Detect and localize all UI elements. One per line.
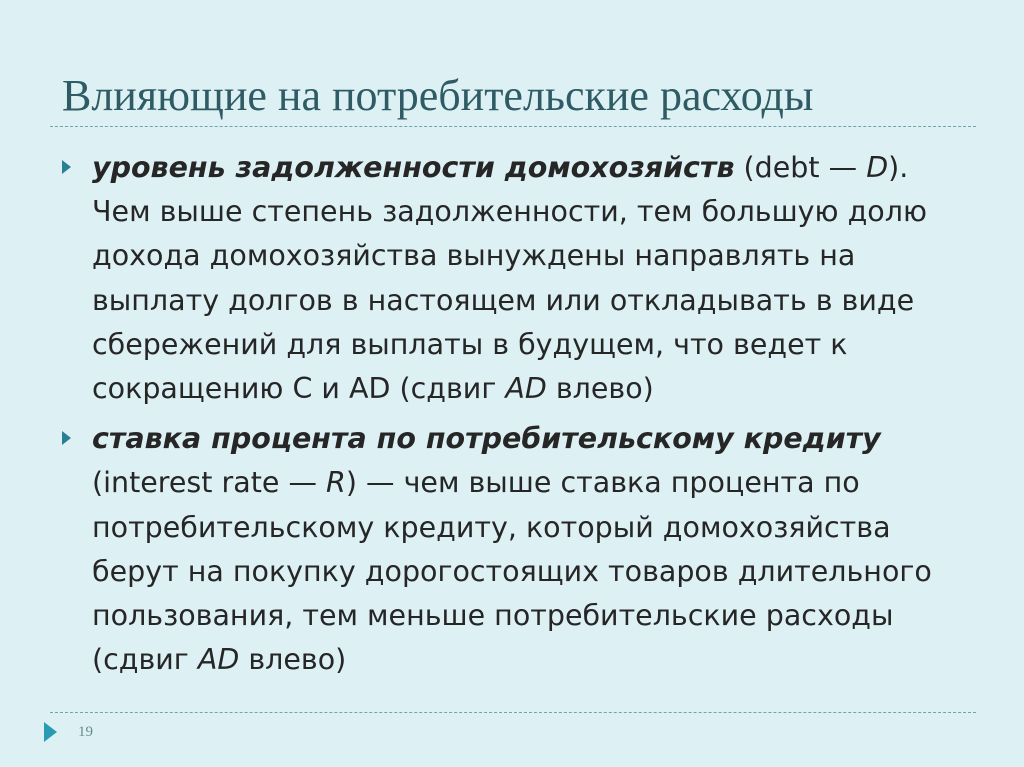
bullet-line: потребительскому кредиту, который домохозяйства xyxy=(92,510,891,544)
variable: AD xyxy=(197,643,240,677)
line-text: (сдвиг xyxy=(92,643,198,677)
variable: D xyxy=(866,151,889,184)
bullet-line: дохода домохозяйства вынуждены направлять на xyxy=(92,239,856,273)
bullet-list xyxy=(92,146,972,682)
bullet-line: берут на покупку дорогостоящих товаров длительного xyxy=(92,554,932,588)
bullet-item-debt xyxy=(92,146,972,411)
bullet-line: выплату долгов в настоящем или откладывать в виде xyxy=(92,283,915,317)
bullet-line: пользования, тем меньше потребительские расходы xyxy=(92,599,894,633)
bullet-arrow-icon xyxy=(62,431,71,445)
title-divider xyxy=(50,126,976,127)
footer-arrow-icon xyxy=(44,722,57,742)
bullet-term: уровень задолженности домохозяйств xyxy=(92,151,735,184)
page-number: 19 xyxy=(78,724,93,740)
line-text: (debt — xyxy=(734,151,867,184)
bullet-item-interest-rate xyxy=(92,417,972,682)
line-text: ). xyxy=(888,151,909,184)
bullet-line xyxy=(92,461,972,505)
slide-title: Влияющие на потребительские расходы xyxy=(62,71,814,120)
line-text: сокращению С и AD (сдвиг xyxy=(92,372,506,406)
bullet-line: Чем выше степень задолженности, тем большую долю xyxy=(92,195,927,229)
bullet-term: ставка процента по потребительскому кредиту xyxy=(92,422,881,456)
line-text: (interest rate — xyxy=(92,466,327,500)
variable: AD xyxy=(505,372,547,406)
bullet-line xyxy=(92,638,972,682)
bullet-line xyxy=(92,146,972,190)
footer-divider xyxy=(50,712,976,713)
bullet-line: сбережений для выплаты в будущем, что ведет к xyxy=(92,327,848,361)
bullet-arrow-icon xyxy=(62,160,71,174)
bullet-line xyxy=(92,367,972,411)
line-text: влево) xyxy=(546,372,654,406)
line-text: ) — чем выше ставка процента по xyxy=(345,466,860,500)
variable: R xyxy=(326,466,346,500)
line-text: влево) xyxy=(239,643,347,677)
bullet-line xyxy=(92,417,972,461)
